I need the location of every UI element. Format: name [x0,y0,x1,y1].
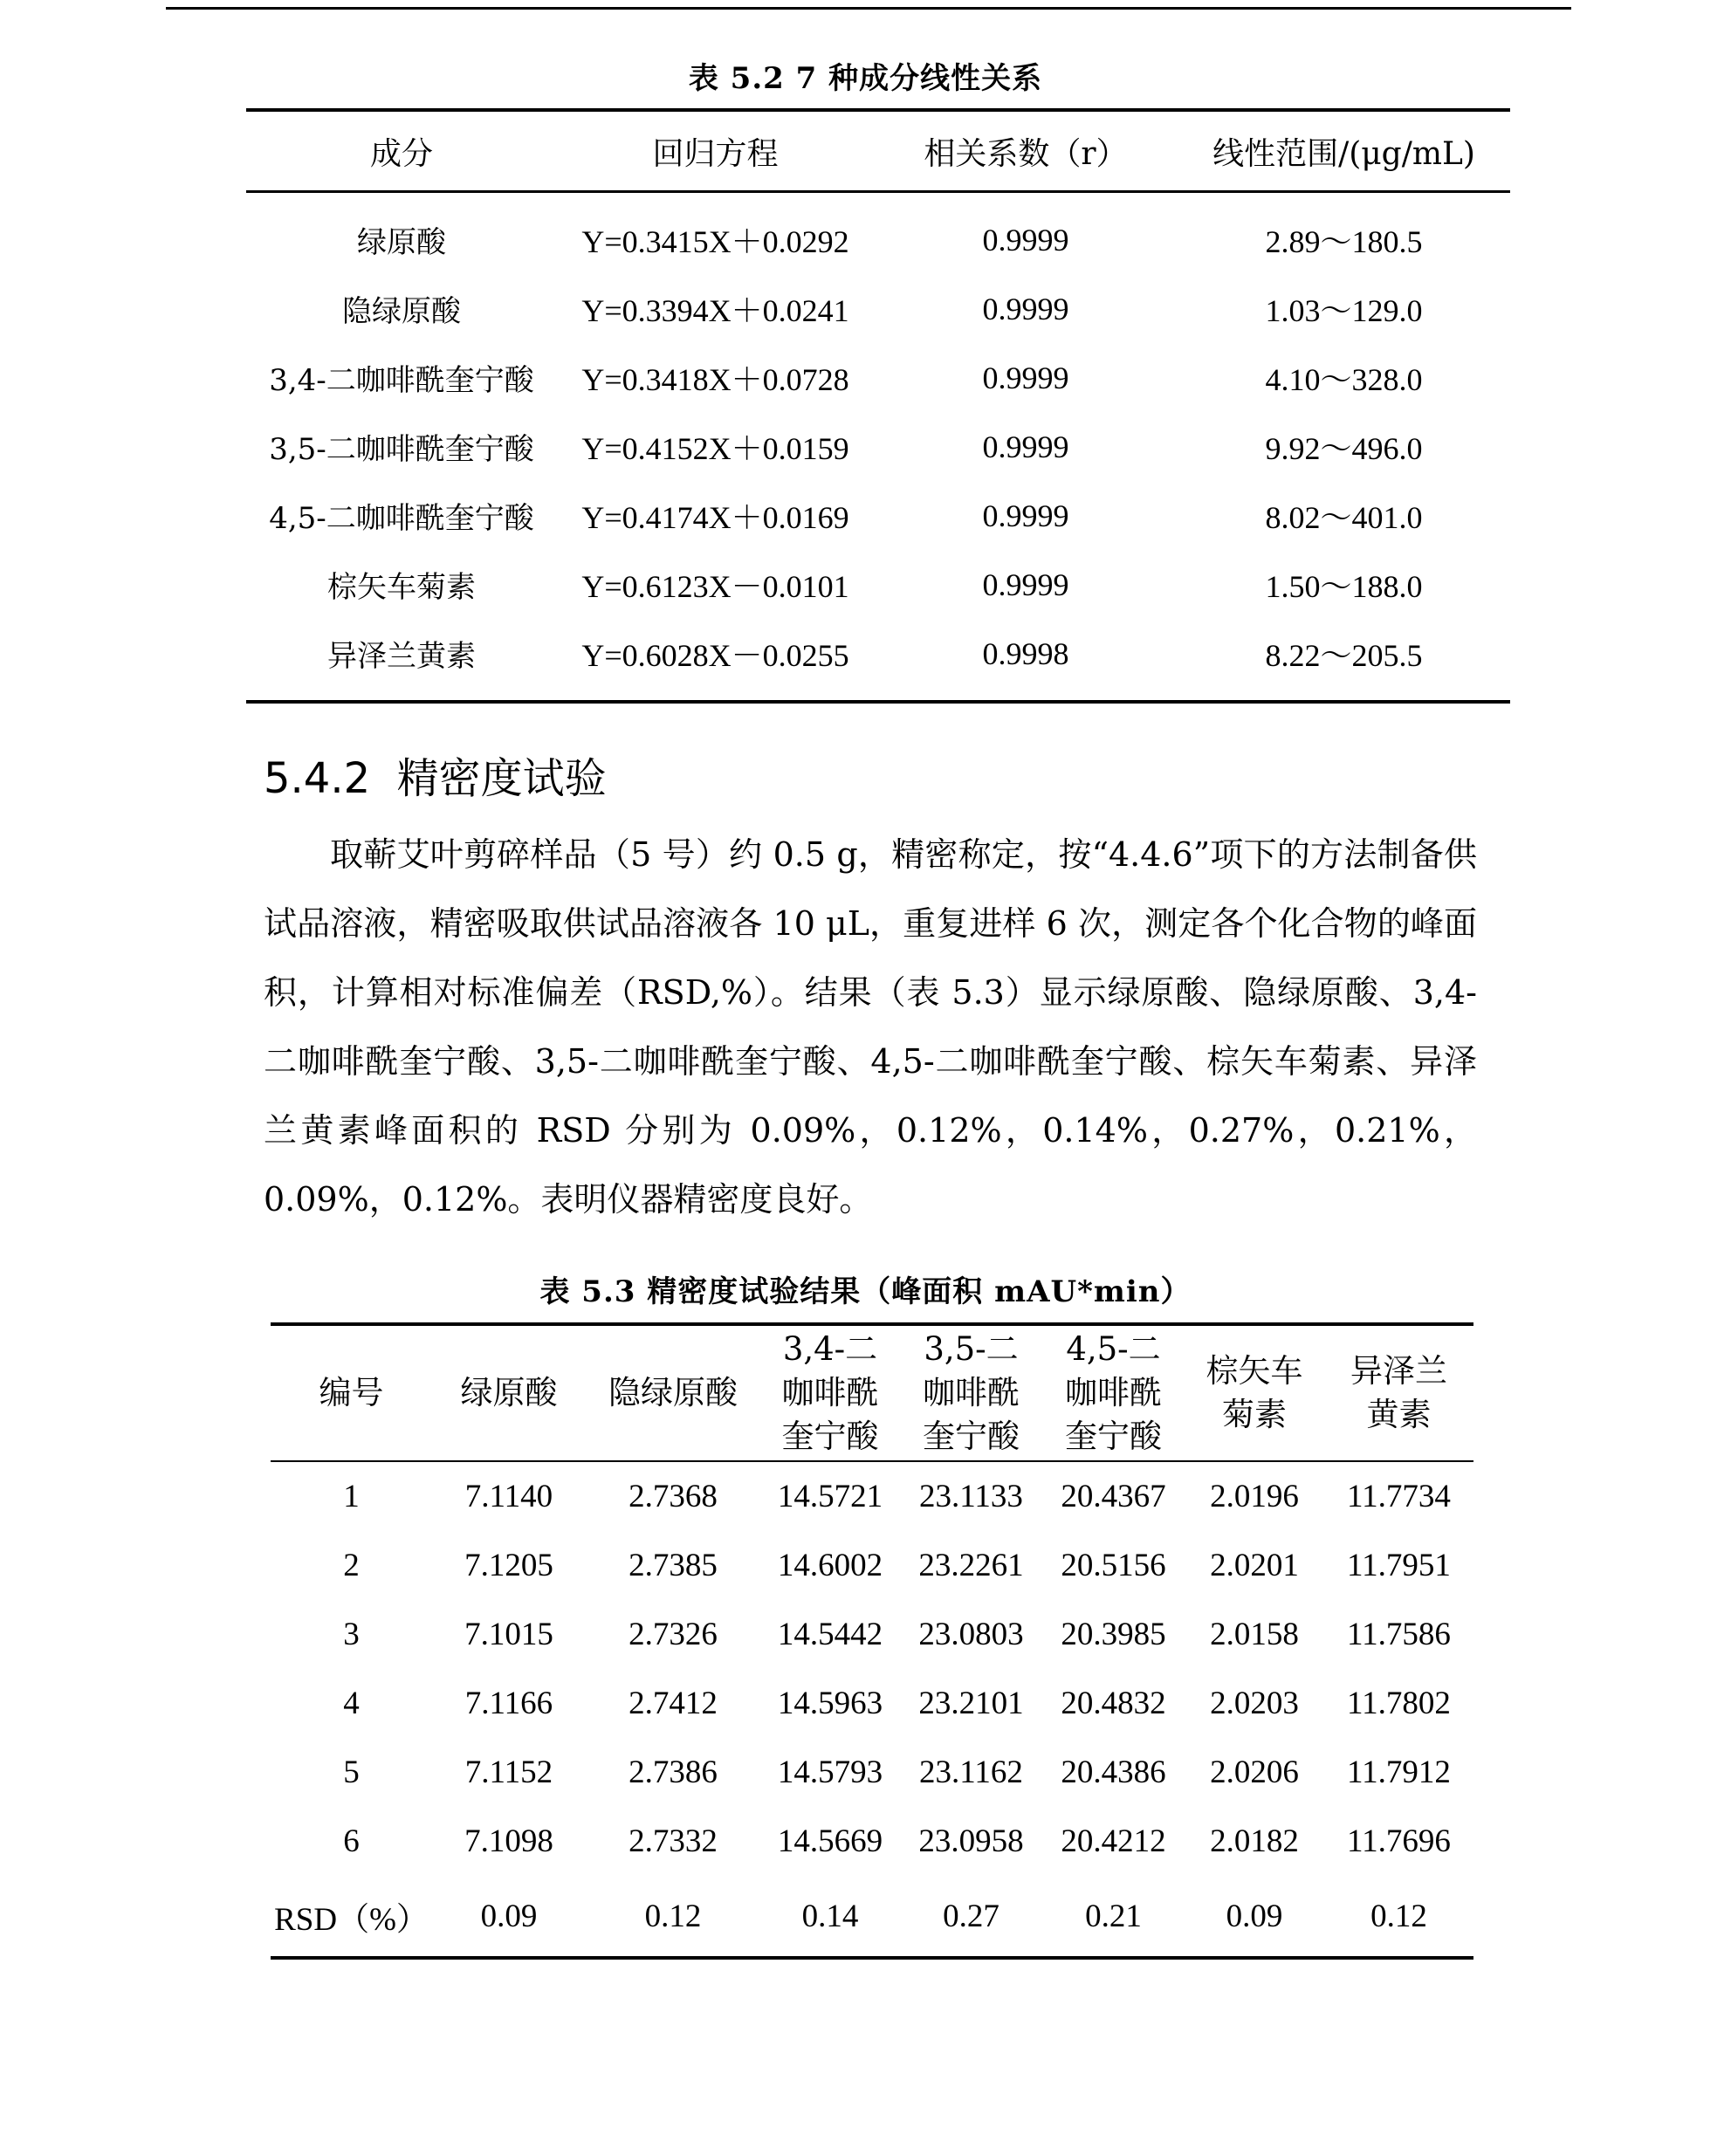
table-5-3 [271,1322,1473,1960]
range-cell: 1.03～129.0 [1265,293,1423,328]
table-cell: RSD（%） [274,1902,429,1938]
table-cell: 0.21 [1085,1898,1142,1934]
table-cell: 2.7412 [629,1686,718,1721]
correlation-cell: 0.9999 [982,222,1069,257]
header-line: 棕矢车 [1206,1352,1303,1390]
page-header-rule [166,7,1571,10]
table-cell: 2.7385 [629,1548,718,1583]
table-cell: 14.5442 [777,1617,883,1652]
header-line: 3,5-二 [924,1330,1019,1368]
table-cell: 7.1166 [464,1686,553,1721]
header-component: 成分 [246,110,557,192]
table-row [246,192,1510,275]
component-cell: 隐绿原酸 [342,294,461,329]
correlation-cell: 0.9999 [982,429,1069,464]
table-cell: 1 [343,1479,360,1514]
table-cell: 23.2101 [918,1686,1024,1721]
header-correlation: 相关系数（r） [874,110,1178,192]
component-cell: 3,5-二咖啡酰奎宁酸 [269,432,534,467]
table-cell: 0.12 [1370,1898,1427,1934]
range-cell: 9.92～496.0 [1265,431,1423,466]
component-cell: 绿原酸 [357,225,446,260]
table-cell: 2.0158 [1210,1617,1299,1652]
table-row [271,1461,1473,1531]
table-cell: 20.4367 [1061,1479,1166,1514]
table-cell: 20.4832 [1061,1686,1166,1721]
header-line: 编号 [319,1374,384,1411]
header-cell [271,1324,432,1461]
header-line: 咖啡酰 [781,1374,879,1411]
section-title: 精密度试验 [396,754,607,803]
header-line: 奎宁酸 [1065,1418,1162,1455]
equation-cell: Y=0.3394X＋0.0241 [581,293,849,328]
table-cell: 2.7326 [629,1617,718,1652]
equation-cell: Y=0.3418X＋0.0728 [581,362,849,397]
header-line: 黄素 [1366,1396,1432,1433]
table-cell: 14.5963 [777,1686,883,1721]
correlation-cell: 0.9999 [982,566,1069,602]
range-cell: 8.02～401.0 [1265,500,1423,535]
table-cell: 4 [343,1686,360,1721]
range-cell: 1.50～188.0 [1265,569,1423,604]
equation-cell: Y=0.6123X－0.0101 [581,569,849,604]
component-cell: 3,4-二咖啡酰奎宁酸 [269,363,534,398]
table-header-row [246,110,1510,192]
header-line: 异泽兰 [1350,1352,1447,1390]
table-cell: 14.5721 [777,1479,883,1514]
table-cell: 2.0203 [1210,1686,1299,1721]
table-cell: 5 [343,1754,360,1790]
table-row [246,619,1510,702]
equation-cell: Y=0.6028X－0.0255 [581,638,849,673]
equation-cell: Y=0.3415X＋0.0292 [581,224,849,259]
table-cell: 0.27 [943,1898,999,1934]
table-cell: 11.7802 [1347,1686,1451,1721]
table-cell: 7.1140 [464,1479,553,1514]
table-cell: 23.1133 [919,1479,1023,1514]
table-cell: 7.1015 [464,1617,553,1652]
table-cell: 11.7586 [1347,1617,1451,1652]
equation-cell: Y=0.4152X＋0.0159 [581,431,849,466]
header-line: 隐绿原酸 [608,1374,738,1411]
table-cell: 14.5793 [777,1754,883,1790]
range-cell: 2.89～180.5 [1265,224,1423,259]
range-cell: 8.22～205.5 [1265,638,1423,673]
table-cell: 2.0201 [1210,1548,1299,1583]
table-cell: 2.7386 [629,1754,718,1790]
section-number: 5.4.2 [264,754,371,803]
paragraph-text: 取蕲艾叶剪碎样品（5 号）约 0.5 g，精密称定，按“4.4.6”项下的方法制备供试品溶液，精密吸取供试品溶液各 10 μL，重复进样 6 次，测定各个化合物的峰面积，计算相对标准偏差（RSD,%）。结果（表 5.3）显示绿原酸、隐绿原酸、3,4-二咖啡酰奎宁酸、3,5-二咖啡酰奎宁酸、4,5-二咖啡酰奎宁酸、棕矢车菊素、异泽兰黄素峰面积的 RSD 分别为 0.09%，0.12%，0.14%，0.27%，0.21%，0.09%，0.12%。表明仪器精密度良好。 [264,835,1477,1219]
table-cell: 7.1152 [464,1754,553,1790]
table-cell: 2.7368 [629,1479,718,1514]
table-cell: 6 [343,1823,360,1859]
table-cell: 11.7912 [1347,1754,1451,1790]
component-cell: 4,5-二咖啡酰奎宁酸 [269,501,534,536]
table-row [271,1807,1473,1876]
table-cell: 23.0803 [918,1617,1024,1652]
table-row [271,1669,1473,1738]
header-line: 4,5-二 [1066,1330,1161,1368]
header-cell [432,1324,586,1461]
table-cell: 20.4386 [1061,1754,1166,1790]
range-cell: 4.10～328.0 [1265,362,1423,397]
correlation-cell: 0.9998 [982,635,1069,671]
component-cell: 异泽兰黄素 [327,639,476,674]
table-row [271,1876,1473,1958]
correlation-cell: 0.9999 [982,360,1069,395]
table-cell: 2.7332 [629,1823,718,1859]
table-5-2 [246,108,1510,704]
header-cell [1324,1324,1473,1461]
component-cell: 棕矢车菊素 [327,570,476,605]
table-cell: 20.5156 [1061,1548,1166,1583]
table-cell: 11.7734 [1347,1479,1451,1514]
table-row [246,481,1510,550]
table-cell: 0.09 [1226,1898,1283,1934]
header-line: 奎宁酸 [923,1418,1020,1455]
header-line: 3,4-二 [782,1330,878,1368]
table-cell: 0.09 [480,1898,538,1934]
header-line: 咖啡酰 [1065,1374,1162,1411]
header-line: 奎宁酸 [781,1418,879,1455]
table-cell: 11.7951 [1347,1548,1451,1583]
table-cell: 3 [343,1617,360,1652]
table-cell: 23.1162 [919,1754,1023,1790]
header-line: 绿原酸 [460,1374,558,1411]
table-cell: 20.3985 [1061,1617,1166,1652]
table-cell: 14.6002 [777,1548,883,1583]
table-row [271,1738,1473,1807]
table-cell: 0.14 [801,1898,859,1934]
table-cell: 2 [343,1548,360,1583]
header-cell [1185,1324,1324,1461]
table-row [246,550,1510,619]
correlation-cell: 0.9999 [982,498,1069,533]
table-5-3-caption: 表 5.3 精密度试验结果（峰面积 mAU*min） [539,1274,1192,1309]
table-cell: 14.5669 [777,1823,883,1859]
header-cell [900,1324,1042,1461]
table-5-2-caption: 表 5.2 7 种成分线性关系 [688,61,1043,96]
header-cell [760,1324,900,1461]
table-cell: 23.2261 [918,1548,1024,1583]
header-line: 咖啡酰 [923,1374,1020,1411]
table-cell: 2.0206 [1210,1754,1299,1790]
equation-cell: Y=0.4174X＋0.0169 [581,500,849,535]
header-equation: 回归方程 [557,110,874,192]
section-heading [264,745,607,805]
body-paragraph [264,821,1477,1234]
table-cell: 2.0182 [1210,1823,1299,1859]
table-cell: 23.0958 [918,1823,1024,1859]
table-cell: 7.1098 [464,1823,553,1859]
table-row [246,343,1510,412]
table-header-row [271,1324,1473,1461]
table-row [246,412,1510,481]
header-cell [586,1324,760,1461]
table-cell: 0.12 [644,1898,702,1934]
table-cell: 2.0196 [1210,1479,1299,1514]
correlation-cell: 0.9999 [982,291,1069,326]
table-row [271,1531,1473,1600]
table-row [271,1600,1473,1669]
table-row [246,274,1510,343]
header-cell [1042,1324,1185,1461]
table-cell: 7.1205 [464,1548,553,1583]
header-line: 菊素 [1222,1396,1287,1433]
table-cell: 11.7696 [1347,1823,1451,1859]
header-linear-range: 线性范围/(μg/mL) [1178,110,1510,192]
table-cell: 20.4212 [1061,1823,1166,1859]
